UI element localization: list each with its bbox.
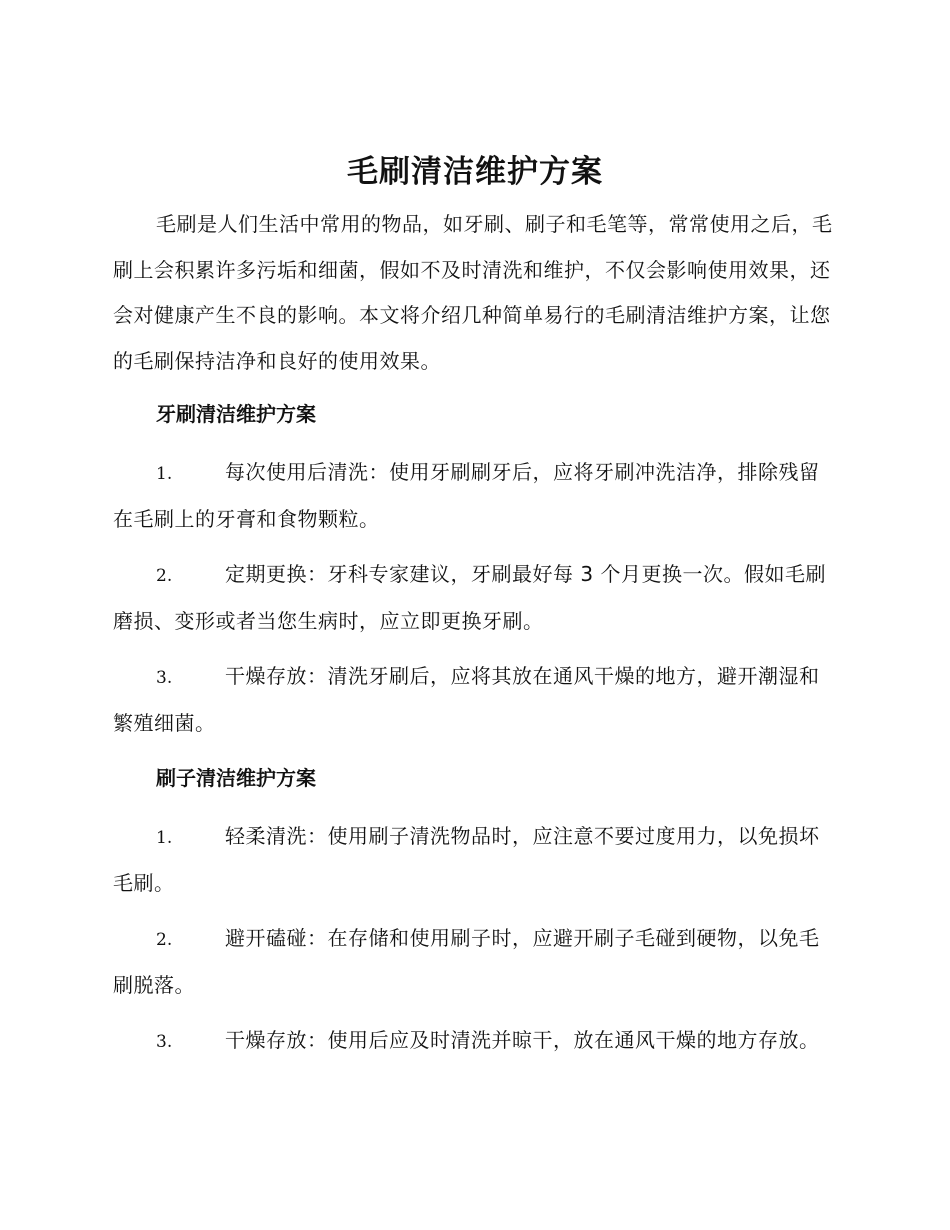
list-item-number: 3.: [156, 668, 173, 688]
intro-paragraph: 毛刷是人们生活中常用的物品，如牙刷、刷子和毛笔等，常常使用之后，毛刷上会积累许多污垢和细菌，假如不及时清洗和维护，不仅会影响使用效果，还会对健康产生不良的影响。本文将介绍几种简单易行的毛刷清洁维护方案，让您的毛刷保持洁净和良好的使用效果。: [113, 212, 833, 373]
list-item-number: 2.: [156, 566, 173, 586]
list-item: [113, 916, 835, 1008]
document-title: 毛刷清洁维护方案: [347, 154, 603, 190]
list-item: [113, 814, 835, 906]
list-item: [113, 552, 835, 644]
list-item-number: 1.: [156, 828, 173, 848]
list-item-text: 每次使用后清洗：使用牙刷刷牙后，应将牙刷冲洗洁净，排除残留在毛刷上的牙膏和食物颗粒。: [113, 460, 820, 531]
list-item-text: 定期更换：牙科专家建议，牙刷最好每 3 个月更换一次。假如毛刷磨损、变形或者当您生病时，应立即更换牙刷。: [113, 562, 826, 633]
list-item-text: 轻柔清洗：使用刷子清洗物品时，应注意不要过度用力，以免损坏毛刷。: [113, 824, 820, 895]
section-heading-toothbrush: 牙刷清洁维护方案: [156, 402, 316, 426]
list-item-text: 干燥存放：使用后应及时清洗并晾干，放在通风干燥的地方存放。: [225, 1028, 820, 1052]
list-item: [113, 654, 835, 746]
list-item-number: 3.: [156, 1032, 173, 1052]
list-item: [113, 450, 835, 542]
section-heading-brush: 刷子清洁维护方案: [156, 766, 316, 790]
list-item-number: 1.: [156, 464, 173, 484]
list-item-number: 2.: [156, 930, 173, 950]
list-item-text: 避开磕碰：在存储和使用刷子时，应避开刷子毛碰到硬物，以免毛刷脱落。: [113, 926, 820, 997]
list-item: [113, 1018, 835, 1065]
list-item-text: 干燥存放：清洗牙刷后，应将其放在通风干燥的地方，避开潮湿和繁殖细菌。: [113, 664, 820, 735]
